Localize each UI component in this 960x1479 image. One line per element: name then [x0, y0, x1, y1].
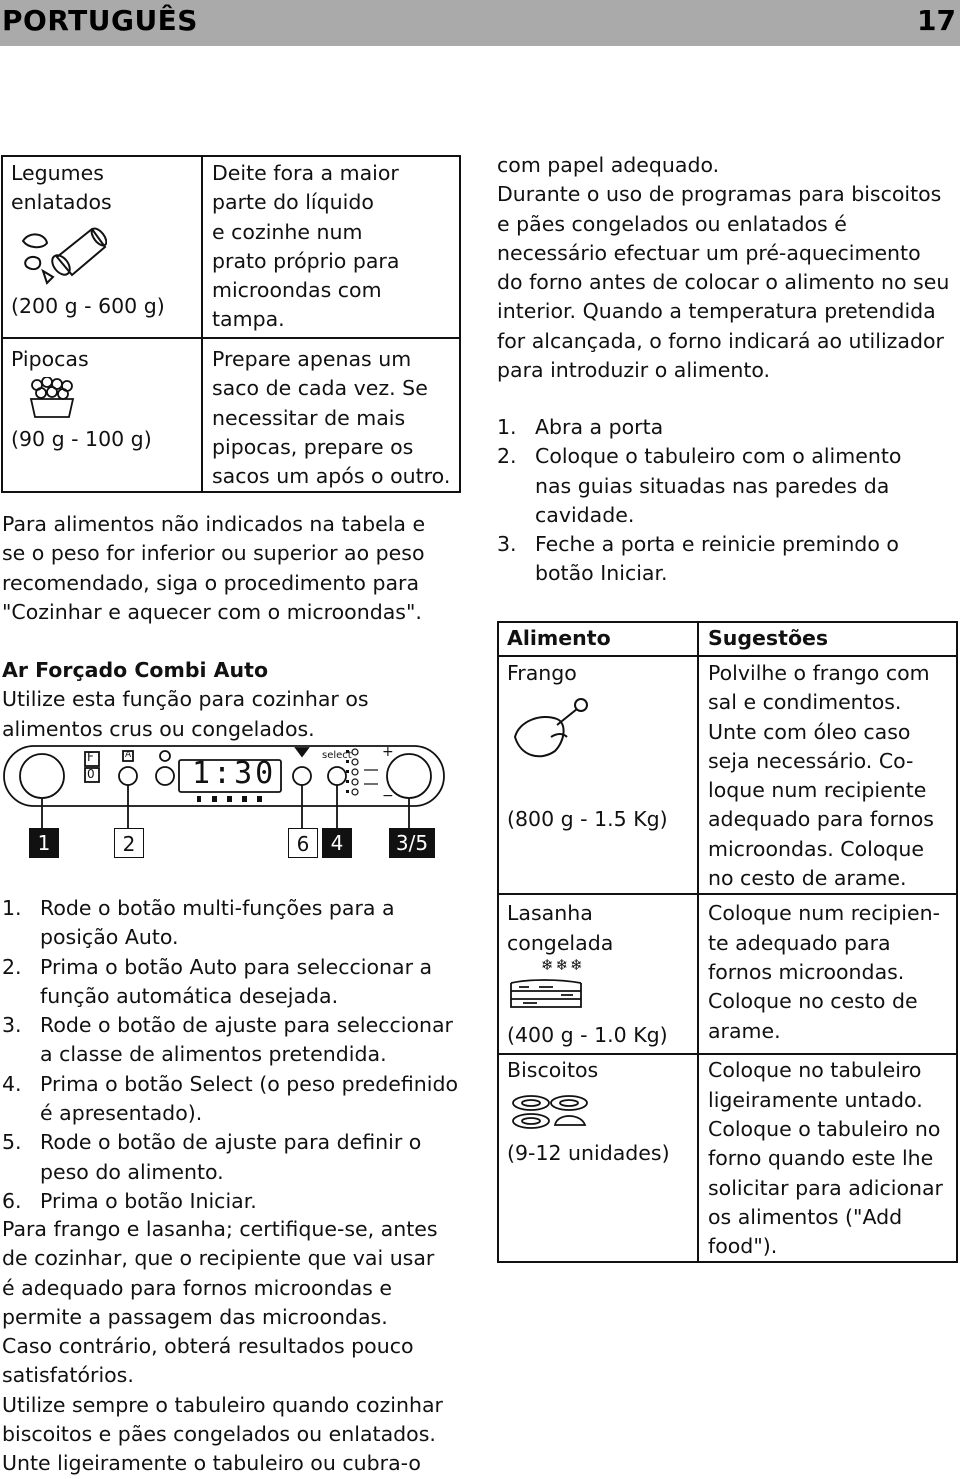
suggestion-line: solicitar para adicionar: [708, 1175, 943, 1200]
left-food-table: [1, 155, 461, 493]
text-line: "Cozinhar e aquecer com o microondas".: [2, 599, 422, 624]
food-name-line: congelada: [507, 930, 614, 955]
step-line: função automática desejada.: [40, 983, 339, 1008]
list-item: [2, 1011, 472, 1070]
food-name-line: enlatados: [11, 190, 112, 215]
suggestion-line: Coloque num recipien-: [708, 901, 940, 926]
text-line: Para alimentos não indicados na tabela e: [2, 512, 426, 536]
text-line: Durante o uso de programas para biscoitos: [497, 182, 942, 207]
table-row: [498, 656, 957, 894]
food-name-line: Legumes: [11, 161, 104, 185]
list-item: [2, 1070, 472, 1129]
food-name-line: Lasanha: [507, 901, 593, 926]
text-line: Caso contrário, obterá resultados pouco: [2, 1334, 414, 1359]
suggestion-line: Coloque no tabuleiro: [708, 1058, 922, 1083]
instruction-line: pipocas, prepare os: [212, 434, 414, 459]
suggestion-line: loque num recipiente: [708, 778, 927, 803]
list-item: [497, 442, 959, 530]
text-line: é adequado para fornos microondas e: [2, 1275, 392, 1300]
food-name-line: Pipocas: [11, 347, 89, 371]
suggestion-line: forno quando este lhe: [708, 1146, 934, 1171]
suggestion-line: food").: [708, 1234, 778, 1259]
paragraph-chicken-lasagna: [2, 1215, 443, 1479]
auto-steps-list: [2, 894, 472, 1216]
instruction-line: prato próprio para: [212, 248, 400, 273]
step-line: Prima o botão Iniciar.: [40, 1188, 257, 1213]
minus-label: −: [382, 788, 394, 804]
step-number: 3.: [2, 1013, 22, 1038]
instruction-line: e cozinhe num: [212, 219, 363, 244]
text-line: de cozinhar, que o recipiente que vai usar: [2, 1246, 435, 1271]
text-line: se o peso for inferior ou superior ao peso: [2, 541, 425, 566]
text-line: Para frango e lasanha; certifique-se, antes: [2, 1217, 438, 1241]
table-header-row: [498, 622, 957, 656]
section-heading: Ar Forçado Combi Auto: [2, 658, 269, 682]
text-line: do forno antes de colocar o alimento no seu: [497, 270, 950, 295]
suggestion-line: seja necessário. Co-: [708, 748, 914, 773]
suggestion-line: no cesto de arame.: [708, 866, 907, 891]
step-number: 3.: [497, 532, 517, 557]
select-label: select: [322, 750, 352, 761]
paragraph-not-listed: [2, 510, 425, 627]
instruction-line: sacos um após o outro.: [212, 464, 451, 489]
text-line: for alcançada, o forno indicará ao utilizador: [497, 328, 944, 353]
lasagna-icon: [509, 975, 583, 1015]
text-line: Utilize esta função para cozinhar os: [2, 687, 369, 712]
instruction-line: tampa.: [212, 307, 285, 332]
food-weight: (9-12 unidades): [507, 1141, 670, 1166]
table-row: [498, 894, 957, 1054]
text-line: biscoitos e pães congelados ou enlatados.: [2, 1422, 436, 1447]
suggestion-line: microondas. Coloque: [708, 836, 924, 861]
step-line: posição Auto.: [40, 925, 179, 950]
suggestion-line: os alimentos ("Add: [708, 1204, 903, 1229]
step-line: Feche a porta e reinicie premindo o: [535, 532, 899, 557]
food-weight: (90 g - 100 g): [11, 427, 152, 451]
marker-2: 2: [114, 828, 144, 858]
text-line: permite a passagem das microondas.: [2, 1304, 388, 1329]
popcorn-icon: [27, 377, 77, 421]
text-line: recomendado, siga o procedimento para: [2, 570, 420, 595]
suggestion-line: Coloque no cesto de: [708, 989, 918, 1014]
suggestion-line: sal e condimentos.: [708, 690, 902, 715]
suggestion-line: adequado para fornos: [708, 807, 934, 832]
table-row: [2, 156, 460, 338]
right-intro-paragraph: [497, 151, 959, 385]
marker-3-5: 3/5: [389, 828, 435, 858]
step-number: 1.: [2, 896, 22, 920]
frozen-snowflakes-icon: ❄❄❄: [541, 956, 585, 975]
page-language-title: PORTUGUÊS: [2, 4, 198, 37]
step-line: Coloque o tabuleiro com o alimento: [535, 444, 902, 469]
suggestion-line: ligeiramente untado.: [708, 1087, 923, 1112]
step-line: nas guias situadas nas paredes da: [535, 473, 890, 498]
food-name-line: Frango: [507, 661, 577, 685]
list-item: [497, 530, 959, 589]
suggestion-line: arame.: [708, 1018, 781, 1043]
preheat-steps-list: [497, 413, 959, 589]
step-line: botão Iniciar.: [535, 561, 668, 586]
step-line: a classe de alimentos pretendida.: [40, 1042, 387, 1067]
step-line: Rode o botão de ajuste para definir o: [40, 1130, 422, 1155]
text-line: e pães congelados ou enlatados é: [497, 211, 847, 236]
food-name-line: Biscoitos: [507, 1058, 599, 1083]
step-number: 5.: [2, 1130, 22, 1155]
list-item: [497, 413, 959, 442]
column-header: Alimento: [507, 626, 611, 650]
text-line: necessário efectuar um pré-aquecimento: [497, 240, 921, 265]
step-line: Rode o botão multi-funções para a: [40, 896, 395, 920]
right-food-table: [497, 621, 958, 1263]
chicken-icon: [511, 697, 591, 763]
canned-vegetables-icon: [17, 217, 107, 287]
text-line: com papel adequado.: [497, 153, 720, 177]
food-weight: (400 g - 1.0 Kg): [507, 1023, 668, 1048]
page-header: [0, 0, 960, 46]
zero-label: 0: [87, 767, 95, 781]
list-item: [2, 894, 472, 953]
step-number: 2.: [2, 954, 22, 979]
control-panel-diagram: [2, 744, 450, 860]
text-line: satisfatórios.: [2, 1363, 134, 1388]
text-line: Unte ligeiramente o tabuleiro ou cubra-o: [2, 1451, 421, 1476]
instruction-line: parte do líquido: [212, 190, 374, 215]
instruction-line: saco de cada vez. Se: [212, 376, 428, 401]
food-weight: (200 g - 600 g): [11, 294, 165, 318]
table-row: [498, 1054, 957, 1262]
instruction-line: Deite fora a maior: [212, 161, 399, 185]
panel-display: 1:30: [192, 756, 277, 791]
marker-4: 4: [322, 828, 352, 858]
suggestion-line: te adequado para: [708, 930, 891, 955]
marker-1: 1: [29, 828, 59, 858]
list-item: [2, 953, 472, 1012]
step-number: 4.: [2, 1071, 22, 1096]
step-number: 2.: [497, 444, 517, 469]
step-number: 1.: [497, 415, 517, 439]
suggestion-line: Coloque o tabuleiro no: [708, 1116, 941, 1141]
step-line: Rode o botão de ajuste para seleccionar: [40, 1013, 453, 1038]
text-line: Utilize sempre o tabuleiro quando cozinhar: [2, 1392, 443, 1417]
f-label: F: [87, 750, 94, 764]
step-line: é apresentado).: [40, 1101, 203, 1126]
biscuits-icon: [509, 1091, 595, 1133]
step-number: 6.: [2, 1188, 22, 1213]
suggestion-line: fornos microondas.: [708, 959, 905, 984]
column-header: Sugestões: [708, 626, 829, 650]
text-line: para introduzir o alimento.: [497, 358, 771, 383]
step-line: cavidade.: [535, 502, 635, 527]
step-line: Abra a porta: [535, 415, 664, 439]
food-weight: (800 g - 1.5 Kg): [507, 807, 668, 831]
step-line: Prima o botão Select (o peso predefinido: [40, 1071, 459, 1096]
suggestion-line: Unte com óleo caso: [708, 719, 911, 744]
text-line: interior. Quando a temperatura pretendida: [497, 299, 936, 324]
marker-6: 6: [288, 828, 318, 858]
section-auto: [2, 656, 369, 744]
instruction-line: necessitar de mais: [212, 405, 406, 430]
instruction-line: microondas com: [212, 278, 382, 303]
list-item: [2, 1187, 472, 1216]
instruction-line: Prepare apenas um: [212, 347, 412, 371]
plus-label: +: [382, 744, 394, 760]
list-item: [2, 1128, 472, 1187]
text-line: alimentos crus ou congelados.: [2, 716, 315, 741]
page-number: 17: [917, 4, 956, 37]
step-line: Prima o botão Auto para seleccionar a: [40, 954, 433, 979]
auto-a-label: A: [125, 750, 132, 760]
suggestion-line: Polvilhe o frango com: [708, 661, 930, 685]
table-row: [2, 338, 460, 492]
step-line: peso do alimento.: [40, 1159, 224, 1184]
